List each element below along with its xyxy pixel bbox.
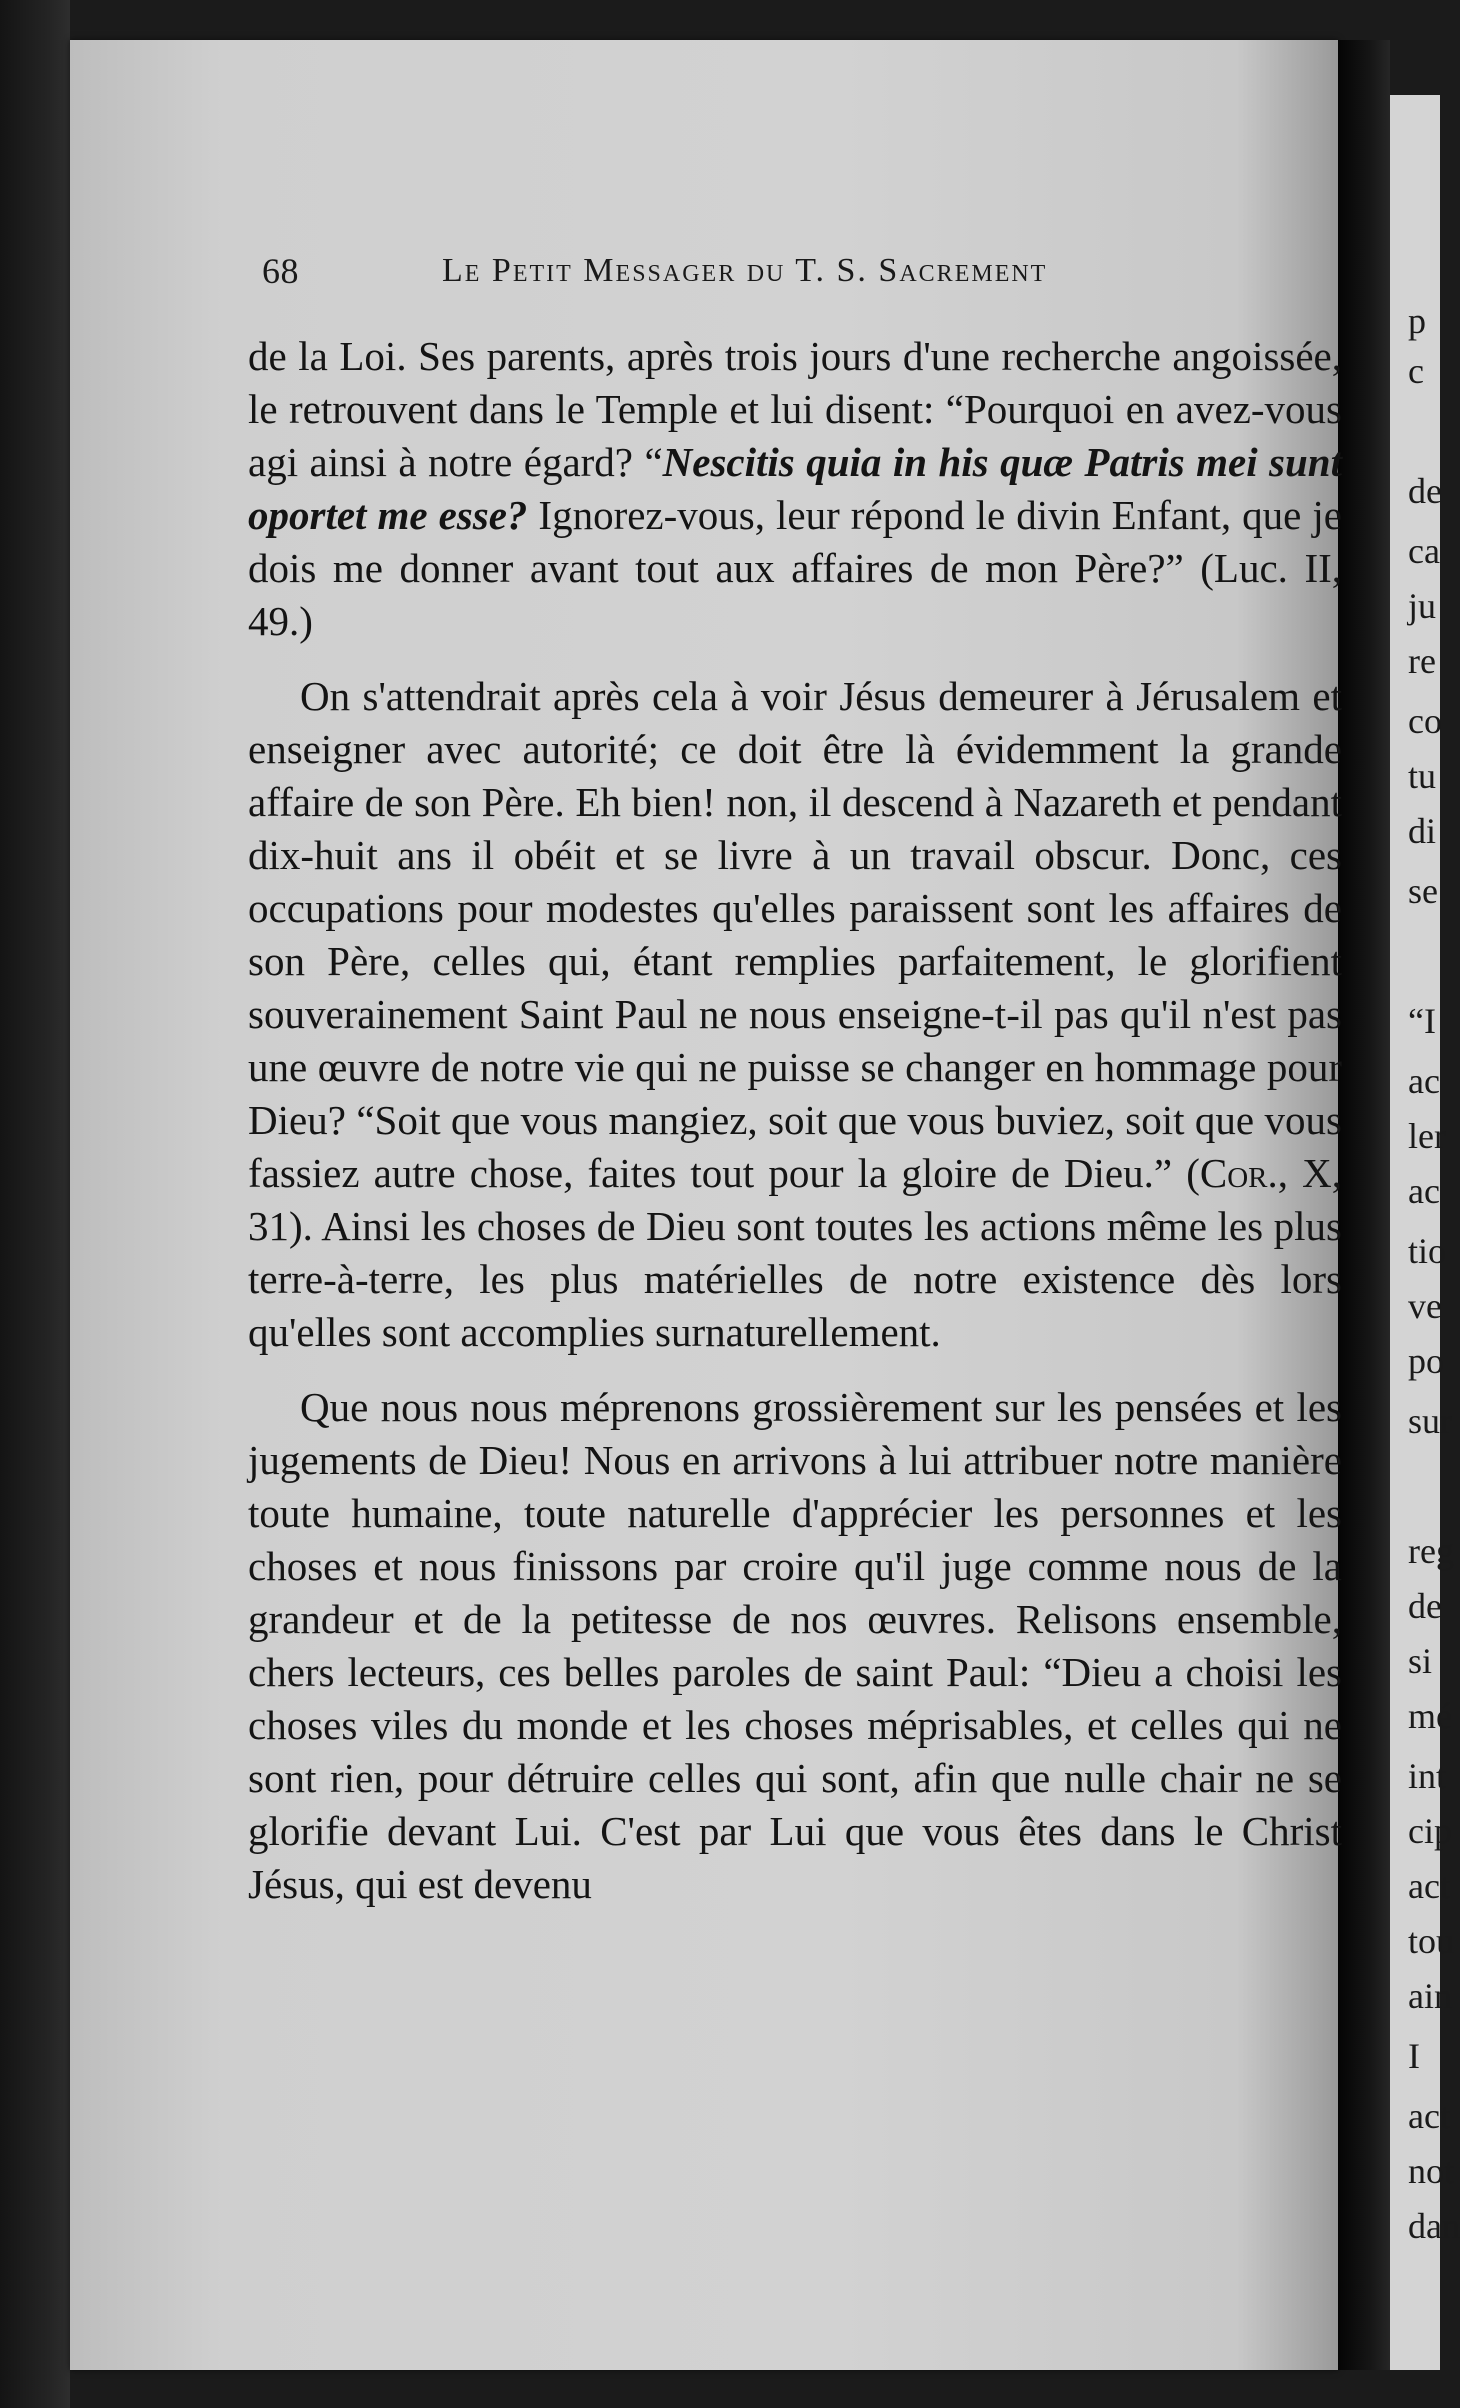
next-page-fragment: act [1408, 1866, 1450, 1906]
paragraph-1 [248, 330, 1342, 648]
next-page-fragment: not [1408, 2151, 1455, 2191]
next-page-fragment: c [1408, 351, 1424, 391]
next-page-fragment: ve [1408, 1286, 1442, 1326]
next-page-fragment: de [1408, 1586, 1442, 1626]
running-head-title: Le Petit Messager du T. S. Sacrement [442, 252, 1048, 289]
next-page-fragment: de [1408, 471, 1442, 511]
paragraph-1-text: de la Loi. Ses parents, après trois jours d'une recherche angoissée, le retrouvent dans le Temple et lui disent: “Pourquoi en avez-vous agi ainsi à notre égard? “ [248, 333, 1342, 485]
scan-left-edge [0, 0, 70, 2408]
next-page-fragment: mé [1408, 1696, 1452, 1736]
next-page-fragment: co [1408, 701, 1442, 741]
next-page-fragment: ain [1408, 1976, 1452, 2016]
paragraph-1-text-end: Ignorez-vous, leur répond le divin Enfant, que je dois me donner avant tout aux affaires de mon Père?” (Luc. II, 49.) [248, 492, 1342, 644]
running-head [262, 250, 1262, 300]
next-page-fragment: tu [1408, 756, 1437, 796]
next-page-fragment: tou [1408, 1921, 1455, 1961]
next-page-fragment: si [1408, 1641, 1433, 1681]
next-page-fragment: di [1408, 811, 1437, 851]
next-page-fragment: tio [1408, 1231, 1447, 1271]
paragraph-2-text-end: , X, 31). Ainsi les choses de Dieu sont toutes les actions même les plus terre-à-terre, les plus matérielles de notre existence dès lors qu'elles sont accomplies surnaturellement. [248, 1150, 1343, 1355]
next-page-fragment: “I [1408, 1001, 1436, 1041]
page-number: 68 [262, 251, 299, 291]
next-page-fragment: po [1408, 1341, 1444, 1381]
next-page-fragment: reg [1408, 1531, 1454, 1571]
next-page-fragment: act [1408, 2096, 1450, 2136]
citation-cor: Cor. [1199, 1150, 1278, 1196]
paragraph-2-text: On s'attendrait après cela à voir Jésus demeurer à Jérusalem et enseigner avec autorité; ce doit être là évidemment la grande affaire de son Père. Eh bien! non, il descend à Nazareth et pendant dix-huit ans il obéit et se livre à un travail obscur. Donc, ces occupations pour modestes qu'elles paraissent sont les affaires de son Père, celles qui, étant remplies parfaitement, le glorifient souverainement Saint Paul ne nous enseigne-t-il pas qu'il n'est pas une œuvre de notre vie qui ne puisse se changer en hommage pour Dieu? “Soit que vous mangiez, soit que vous buviez, soit que vous fassiez autre chose, faites tout pour la gloire de Dieu.” ( [248, 673, 1342, 1196]
next-page-fragment: ac [1408, 1171, 1440, 1211]
next-page-fragment: int [1408, 1756, 1447, 1796]
paragraph-3 [248, 1381, 1342, 1911]
next-page-fragment: I [1408, 2036, 1420, 2076]
next-page-fragment: re [1408, 641, 1436, 681]
next-page-fragment: ac [1408, 1061, 1440, 1101]
next-page-fragment: cip [1408, 1811, 1452, 1851]
paragraph-2 [248, 670, 1342, 1359]
next-page-fragment: sur [1408, 1401, 1452, 1441]
book-gutter [1338, 40, 1390, 2370]
paragraph-3-text: Que nous nous méprenons grossièrement sur les pensées et les jugements de Dieu! Nous en arrivons à lui attribuer notre manière toute humaine, toute naturelle d'apprécier les personnes et les choses et nous finissons par croire qu'il juge comme nous de la grandeur et de la petitesse de nos œuvres. Relisons ensemble, chers lecteurs, ces belles paroles de saint Paul: “Dieu a choisi les choses viles du monde et les choses méprisables, et celles qui ne sont rien, pour détruire celles qui sont, afin que nulle chair ne se glorifie devant Lui. C'est par Lui que vous êtes dans le Christ Jésus, qui est devenu [248, 1384, 1342, 1907]
next-page-fragment: dan [1408, 2206, 1460, 2246]
next-page-edge [1390, 95, 1460, 2370]
next-page-fragment: p [1408, 301, 1426, 341]
latin-quote: Nescitis quia in his quæ Patris mei sunt oportet me esse? [248, 439, 1342, 538]
next-page-fragment: ca [1408, 531, 1440, 571]
next-page-fragment: ju [1408, 586, 1437, 626]
next-page-fragment: ler [1408, 1116, 1446, 1156]
body-text [248, 330, 1342, 1933]
next-page-fragment: se [1408, 871, 1438, 911]
